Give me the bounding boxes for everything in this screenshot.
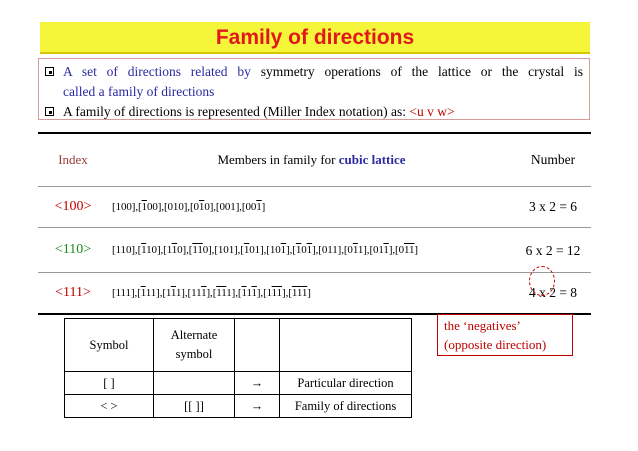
member-text: 0	[301, 244, 307, 256]
row-index: <111>	[38, 273, 108, 315]
negative-index-digit: 1	[383, 244, 389, 256]
member-text: ],[011],[0	[312, 244, 353, 256]
member-text: ]	[414, 244, 418, 256]
header-meaning-empty	[280, 319, 412, 372]
symbol-table	[64, 318, 412, 418]
member-text: 00],[010],[0	[146, 201, 199, 213]
header-symbol: Symbol	[65, 319, 154, 372]
negative-index-digit: 1	[306, 244, 313, 256]
negative-index-digit: 1	[197, 244, 203, 256]
row-number: 4 x 2 = 8	[515, 273, 591, 315]
table-row	[38, 187, 591, 228]
header-members-prefix: Members in family for	[217, 152, 336, 167]
table-row	[65, 372, 412, 395]
header-arrow-empty	[235, 319, 280, 372]
negative-index-digit: 1	[170, 287, 176, 299]
bullet-1-continued	[45, 82, 583, 102]
row-members	[108, 187, 515, 228]
table-row	[38, 273, 591, 315]
member-text: 0],[101],[	[202, 244, 244, 256]
member-text: ],[0	[388, 244, 404, 256]
member-text: 0],[001],[00	[204, 201, 257, 213]
highlight-circle	[529, 266, 555, 296]
negative-index-digit: 1	[352, 244, 358, 256]
bullet-box	[38, 58, 590, 120]
negative-index-digit: 1	[201, 287, 207, 299]
member-text: ],[	[282, 287, 292, 299]
member-text: 1],[11	[175, 287, 202, 299]
cell-meaning: Particular direction	[280, 372, 412, 395]
negative-index-digit: 1	[251, 287, 257, 299]
bullet-1	[45, 62, 583, 82]
negative-index-digit: 1	[256, 201, 262, 213]
header-members-highlight: cubic lattice	[338, 152, 406, 167]
member-text: ]	[307, 287, 311, 299]
checkbox-bullet-icon	[45, 107, 54, 116]
row-number: 3 x 2 = 6	[515, 187, 591, 228]
header-number: Number	[515, 133, 591, 187]
negative-index-digit: 1	[140, 287, 146, 299]
negative-index-digit: 1	[216, 287, 222, 299]
negative-index-digit: 1	[198, 201, 205, 213]
member-text: [110],[	[112, 244, 142, 256]
negative-index-digit: 1	[409, 244, 415, 256]
negative-index-digit: 1	[280, 244, 287, 256]
table-row	[65, 395, 412, 418]
negative-index-digit: 1	[276, 287, 283, 299]
member-text: 0],[	[177, 244, 193, 256]
member-text: ]	[261, 201, 266, 213]
cell-alternate	[154, 372, 235, 395]
negatives-callout	[437, 314, 573, 356]
negative-index-digit: 1	[221, 287, 227, 299]
row-members	[108, 273, 515, 315]
row-members	[108, 228, 515, 273]
bullet-2-text: A family of directions is represented (Miller Index notation) as:	[63, 104, 407, 119]
negative-index-digit: 1	[243, 244, 250, 256]
member-text: ],[	[206, 287, 217, 299]
member-text: 1	[246, 287, 252, 299]
header-alternate: Alternate symbol	[154, 319, 235, 372]
checkbox-bullet-icon	[45, 67, 54, 76]
row-index: <110>	[38, 228, 108, 273]
member-text: [100],[	[112, 201, 142, 213]
callout-line-2: (opposite direction)	[444, 337, 547, 352]
table-row	[38, 228, 591, 273]
negative-index-digit: 1	[301, 287, 308, 299]
callout-line-1: the ‘negatives’	[444, 318, 521, 333]
cell-alternate: [[ ]]	[154, 395, 235, 418]
member-text: 11],[1	[145, 287, 171, 299]
bullet-2-notation: <u v w>	[409, 104, 455, 119]
member-text: 01],[10	[249, 244, 281, 256]
header-members	[108, 133, 515, 187]
negative-index-digit: 1	[295, 244, 302, 256]
header-index: Index	[38, 133, 108, 187]
negative-index-digit: 1	[291, 287, 297, 299]
negative-index-digit: 1	[192, 244, 198, 256]
bullet-1-text-c: called a family of directions	[63, 84, 215, 99]
bullet-2	[45, 102, 583, 122]
family-table	[38, 132, 591, 315]
row-index: <100>	[38, 187, 108, 228]
member-text: 1],[	[226, 287, 242, 299]
table-header-row	[38, 133, 591, 187]
bullet-1-text-b: symmetry operations of the lattice or the crystal is	[260, 64, 583, 79]
negative-index-digit: 1	[241, 287, 247, 299]
arrow-icon: →	[235, 395, 280, 418]
page-title: Family of directions	[215, 26, 415, 49]
symbol-table-header	[65, 319, 412, 372]
negative-index-digit: 1	[296, 287, 302, 299]
negative-index-digit: 1	[171, 244, 178, 256]
member-text: ],[	[286, 244, 296, 256]
negative-index-digit: 1	[141, 201, 147, 213]
negative-index-digit: 1	[404, 244, 409, 256]
member-text: ],[1	[256, 287, 272, 299]
row-number: 6 x 2 = 12	[515, 228, 591, 273]
member-text: [111],[	[112, 287, 141, 299]
member-text: 10],[1	[146, 244, 172, 256]
title-bar	[40, 22, 590, 54]
cell-symbol: [ ]	[65, 372, 154, 395]
negative-index-digit: 1	[141, 244, 147, 256]
arrow-icon: →	[235, 372, 280, 395]
negative-index-digit: 1	[271, 287, 277, 299]
bullet-1-text-a: A set of directions related by	[63, 64, 251, 79]
member-text: 1],[01	[357, 244, 384, 256]
cell-meaning: Family of directions	[280, 395, 412, 418]
cell-symbol: < >	[65, 395, 154, 418]
